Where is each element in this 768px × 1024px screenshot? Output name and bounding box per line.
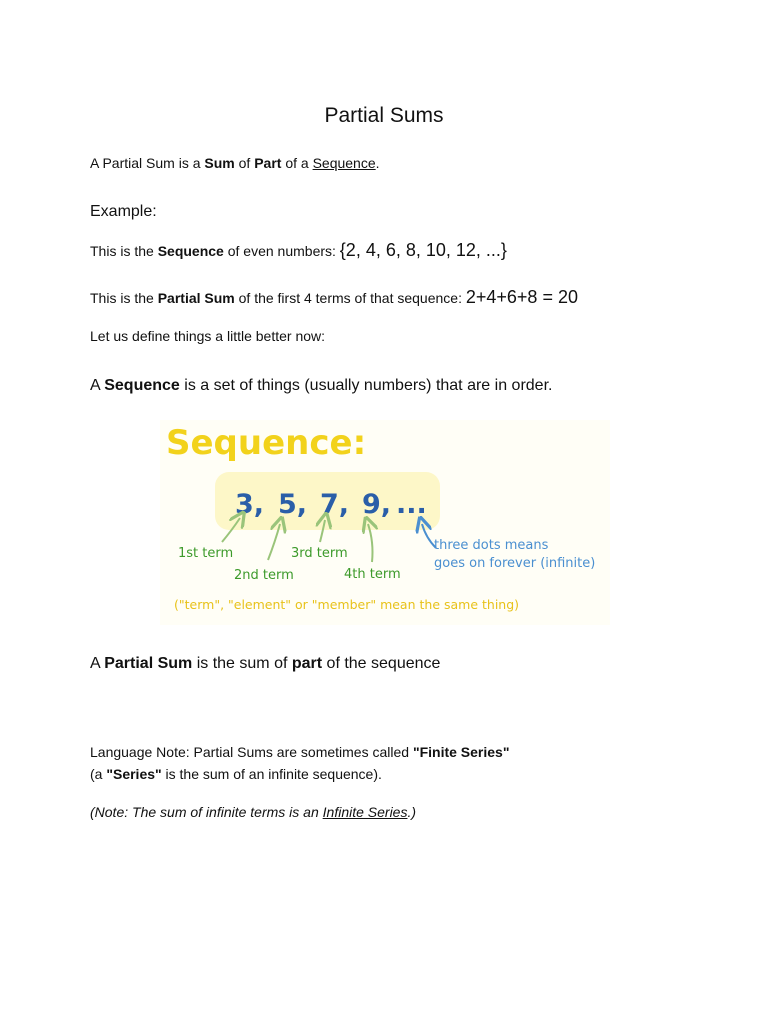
- intro-paragraph: A Partial Sum is a Sum of Part of a Sequence.: [90, 155, 380, 171]
- dots-note-line-2: goes on forever (infinite): [434, 556, 596, 571]
- term-4: 9,: [362, 489, 392, 520]
- page-title: Partial Sums: [324, 104, 444, 127]
- language-note-line-2: (a "Series" is the sum of an infinite sequence).: [90, 766, 382, 782]
- dots-note-line-1: three dots means: [434, 538, 549, 553]
- illustration-heading: Sequence:: [166, 423, 367, 463]
- illustration-footnote: ("term", "element" or "member" mean the same thing): [174, 597, 520, 612]
- label-4th-term: 4th term: [344, 567, 401, 582]
- language-note-line-1: Language Note: Partial Sums are sometimes called "Finite Series": [90, 744, 510, 760]
- label-3rd-term: 3rd term: [291, 546, 348, 561]
- term-ellipsis: ...: [396, 489, 427, 520]
- infinite-series-note: (Note: The sum of infinite terms is an Infinite Series.): [90, 804, 417, 820]
- sequence-definition: A Sequence is a set of things (usually numbers) that are in order.: [90, 377, 553, 394]
- partial-sum-definition: A Partial Sum is the sum of part of the sequence: [90, 655, 441, 672]
- term-1: 3,: [235, 489, 265, 520]
- label-2nd-term: 2nd term: [234, 568, 294, 583]
- partial-sum-expression: 2+4+6+8 = 20: [465, 287, 578, 307]
- sequence-example-line: This is the Sequence of even numbers: {2, 4, 6, 8, 10, 12, ...}: [90, 240, 507, 260]
- term-2: 5,: [278, 489, 308, 520]
- partial-sum-example-line: This is the Partial Sum of the first 4 terms of that sequence: 2+4+6+8 = 20: [90, 287, 578, 307]
- define-line: Let us define things a little better now:: [90, 328, 326, 344]
- even-numbers-set: {2, 4, 6, 8, 10, 12, ...}: [339, 240, 507, 260]
- term-3: 7,: [320, 489, 350, 520]
- sequence-illustration: [160, 420, 610, 625]
- infinite-series-link[interactable]: Infinite Series: [322, 804, 408, 820]
- example-heading: Example:: [90, 203, 157, 220]
- sequence-link[interactable]: Sequence: [312, 155, 376, 171]
- label-1st-term: 1st term: [178, 546, 234, 561]
